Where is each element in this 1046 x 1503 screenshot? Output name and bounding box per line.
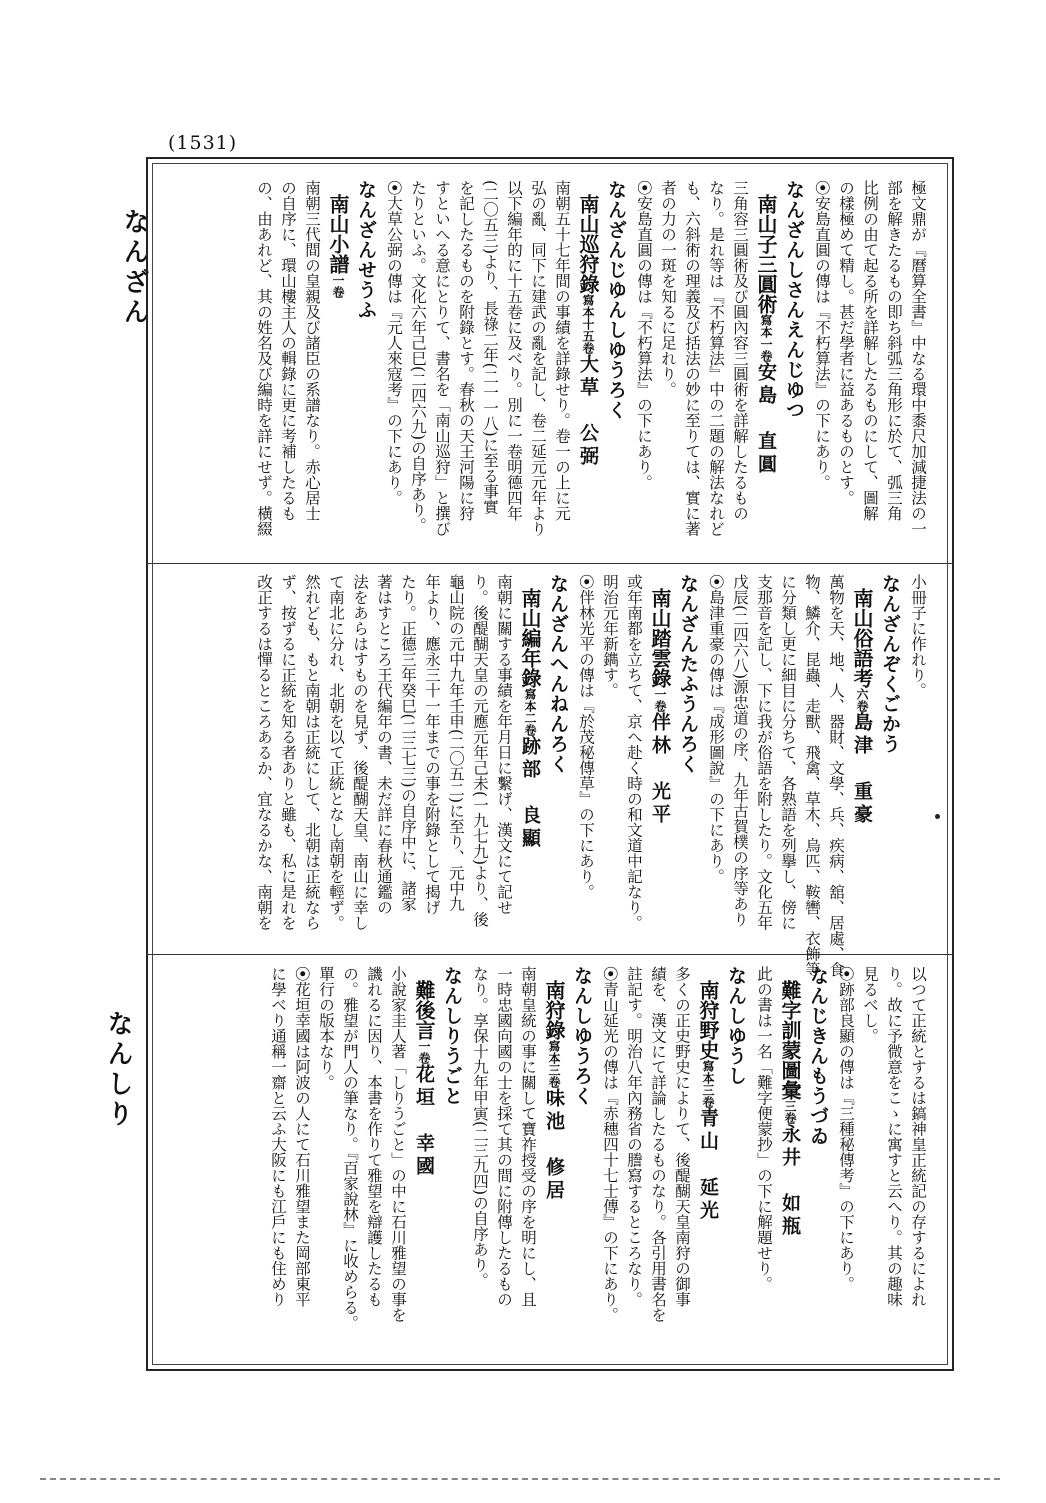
entry-text-line: ⦿大草公弼の傳は『元人來寇考』の下にあり。 [385,180,403,506]
work-title: 南狩野史 [696,980,720,1060]
entry-text-line: なり。享保十九年甲寅(二三九四)の自序あり。 [471,966,489,1289]
text-line: 極文鼎が『曆算全書』中なる環中黍尺加減捷法の一 [909,180,927,537]
entry-text-line: を記したるものを附錄とす。春秋の天王河陽に狩 [457,180,475,521]
author-name: 島津 重豪 [851,712,873,827]
work-title-line [542,980,566,1358]
entry-text-line: たりといふ。文化六年己巳(二四六九)の自序あり。 [409,180,427,534]
entry-text-line: 龜山院の元中九年壬申(二〇五二)に至り、元中九 [447,574,465,912]
work-title: 南山編年錄 [518,588,542,688]
entry-text-line: の。雅望が門人の筆なり。『百家說林』に收めらる。 [341,966,359,1331]
work-title: 南狩錄 [542,980,566,1040]
entry-text-line: に分類し更に細目に分ちて、各熟語を列擧し、傍に [779,574,797,931]
entry-text-line: たり。正德三年癸巳(二三七三)の自序中に、諸家 [399,574,417,912]
author-name: 安島 直圓 [755,362,777,477]
work-title: 南山巡狩錄 [576,194,600,294]
entry-text-line: 支那音を記し、下に我が俗語を附したり。文化五年 [755,574,773,931]
entry-heading: なんざんじゆんしゆうろく [605,180,627,420]
volume-count: 寫本二卷 [523,688,537,736]
entry-heading: なんしりうごと [441,966,463,1106]
entry-text-line: 著はすところ王代編年の書、未だ詳に春秋通鑑の [375,574,393,915]
work-title: 難後言 [412,980,436,1040]
entry-text-line: 然れども、もと南朝は正統にして、北朝は正統なら [303,574,321,931]
volume-count: 一卷 [653,688,667,712]
text-line: の樣極めて精し。甚だ學者に益あるものとす。 [837,180,855,506]
volume-count: 寫本三卷 [701,1060,715,1108]
entry-text-line: 一時忠國向國の士を採て其の間に附傳したるもの [495,966,513,1307]
volume-count: 一卷 [417,1040,431,1064]
work-title: 南山小譜 [326,194,350,274]
work-title-line [518,588,542,946]
section-top [252,180,930,555]
entry-text-line: 南朝三代間の皇親及び諸臣の系譜なり。赤心居士 [303,180,321,521]
volume-count: 寫本十五卷 [581,294,595,354]
entry-text-line: も、六斜術の理義及び括法の妙に至りては、實に著 [683,180,701,537]
section-middle [252,574,930,977]
work-title-line [648,588,672,946]
entry-text-line: ⦿島津重豪の傳は『成形圖說』の下にあり。 [707,574,725,885]
section-bottom [266,966,930,1358]
section-divider-1 [146,563,954,564]
entry-text-line: て南北に分れ、北朝を以て正統となし南朝を輕ず。 [327,574,345,931]
text-line: 小冊子に作れり。 [909,574,927,698]
work-title-line [778,980,802,1358]
entry-text-line: 以下編年的に十五卷に及べり。別に一卷明德四年 [505,180,523,521]
entry-heading: なんじきんもうづゐ [807,966,829,1146]
entry-text-line: 單行の版本なり。 [317,966,335,1090]
entry-text-line: 戊辰(二四六八)源忠道の序、九年古賀樸の序等あり [731,574,749,928]
entry-text-line: 此の書は一名「難字便蒙抄」の下に解題せり。 [755,966,773,1292]
entry-text-line: ⦿安島直圓の傳は『不朽算法』の下にあり。 [635,180,653,491]
text-line: 以つて正統とするは鎬神皇正統記の存するによれ [909,966,927,1307]
entry-text-line: 南朝皇統の事に關して寶祚授受の序を明にし、且 [519,966,537,1307]
author-name: 大草 公弼 [577,354,599,469]
entry-text-line: なり。是れ等は『不朽算法』中の二題の解法なれど [707,180,725,537]
entry-text-line: 南朝に關する事績を年月日に繫げ、漢文にて記せ [495,574,513,915]
work-title-line [326,194,350,555]
volume-count: 寫本一卷 [759,314,773,362]
volume-count: 三卷 [783,1100,797,1124]
entry-text-line: 弘の亂、同下に建武の亂を記し、卷二延元元年より [529,180,547,537]
volume-count: 寫本三卷 [547,1040,561,1088]
entry-heading: なんざんぞくごかう [879,574,901,754]
scan-edge-dashes [40,1478,1000,1482]
entry-text-line: (二〇五三)より、長祿二年(二一一八)に至る事實 [481,180,499,515]
entry-heading: なんしゆうろく [571,966,593,1106]
entry-text-line: の、由あれど、其の姓名及び編時を詳にせず。橫綴 [255,180,273,537]
entry-heading: なんざんしさんえんじゆつ [783,180,805,420]
text-line: 見るべし。 [861,966,879,1044]
work-title-line [754,194,778,555]
work-title-line [412,980,436,1358]
volume-count: 一卷 [331,274,345,298]
entry-heading: なんざんへんねんろく [547,574,569,774]
entry-text-line: 南朝五十七年間の事績を詳錄せり。卷一の上に元 [553,180,571,521]
index-label-bottom: なんしり [103,1010,133,1130]
entry-text-line: すといへる意にとりて、書名を「南山巡狩」と撰び [433,180,451,537]
author-name: 味池 修居 [543,1088,565,1203]
author-name: 永井 如瓶 [779,1124,801,1239]
entry-text-line: 年より、應永三十一年までの事を附錄として揭げ [423,574,441,915]
page-number: (1531) [168,132,238,154]
entry-text-line: 績を、漢文にて詳論したるものなり。各引用書名を [649,966,667,1323]
entry-text-line: ず、按ずるに正統を知る者ありと雖も、私に是れを [279,574,297,931]
entry-text-line: 或年南都を立ちて、京へ赴く時の和文道中記なり。 [625,574,643,931]
work-title-line [696,980,720,1358]
entry-text-line: 小說家圭人著「しりうごと」の中に石川雅望の事を [389,966,407,1323]
entry-text-line: 萬物を天、地、人、器財、文學、兵、疾病、舘、居處、食 [827,574,845,977]
author-name: 花垣 幸國 [413,1064,435,1179]
entry-text-line: 譏れるに因り、本書を作りて雅望を辯護したるも [365,966,383,1307]
entry-text-line: 物、鱗介、昆蟲、走獸、飛禽、草木、烏匹、鞍轡、衣飾等 [803,574,821,977]
entry-text-line: に學べり通稱一齋と云ふ大阪にも江戶にも住めり [269,966,287,1307]
entry-text-line: 法をあらはすものを見ず、後醍醐天皇、南山に幸し [351,574,369,931]
entry-text-line: り。後醍醐天皇の元應元年己未(一九七九)より、後 [471,574,489,928]
entry-text-line: ⦿花垣幸國は阿波の人にて石川雅望また岡部東平 [293,966,311,1308]
author-name: 伴林 光平 [649,712,671,827]
text-line: 部を解きたるもの即ち斜弧三角形に於て、弧三角 [885,180,903,521]
entry-text-line: 改正するは憚るところあるか、宜なるかな、南朝を [255,574,273,931]
entry-text-line: の自序に、環山樓主人の輯錄に更に考補したるも [279,180,297,521]
author-name: 跡部 良顯 [519,736,541,851]
entry-heading: なんざんせうふ [355,180,377,320]
entry-text-line: 多くの正史野史によりて、後醍醐天皇南狩の御事 [673,966,691,1307]
text-line: 比例の由て起る所を詳解したるものにして、圖解 [861,180,879,521]
work-title: 南山子三圓術 [754,194,778,314]
work-title: 南山踏雲錄 [648,588,672,688]
work-title: 南山俗語考 [850,588,874,688]
work-title-line [850,588,874,946]
entry-text-line: 明治元年新鐫す。 [601,574,619,698]
text-line: り。故に予微意をこゝに寓すと云へり。其の趣味 [885,966,903,1307]
work-title: 難字訓蒙圖彙 [778,980,802,1100]
author-name: 青山 延光 [697,1108,719,1223]
volume-count: 六卷 [855,688,869,712]
work-title-line [576,194,600,555]
entry-text-line: ⦿青山延光の傳は『赤穗四十七士傳』の下にあり。 [601,966,619,1323]
entry-text-line: 三角容三圓術及び圓內容三圓術を詳解したるもの [731,180,749,521]
text-line: ⦿安島直圓の傳は『不朽算法』の下にあり。 [813,180,831,491]
marker-dot [935,814,940,819]
entry-text-line: 者の力の一斑を知るに足れり。 [659,180,677,397]
text-line: ⦿跡部良顯の傳は『三種秘傳考』の下にあり。 [837,966,855,1292]
index-label-top: なんざん [119,208,149,328]
entry-text-line: ⦿伴林光平の傳は『於茂秘傳草』の下にあり。 [577,574,595,900]
entry-heading: なんしゆうし [725,966,747,1086]
entry-heading: なんざんたふうんろく [677,574,699,774]
entry-text-line: 註記す。明治八年內務省の謄寫するところなり。 [625,966,643,1307]
